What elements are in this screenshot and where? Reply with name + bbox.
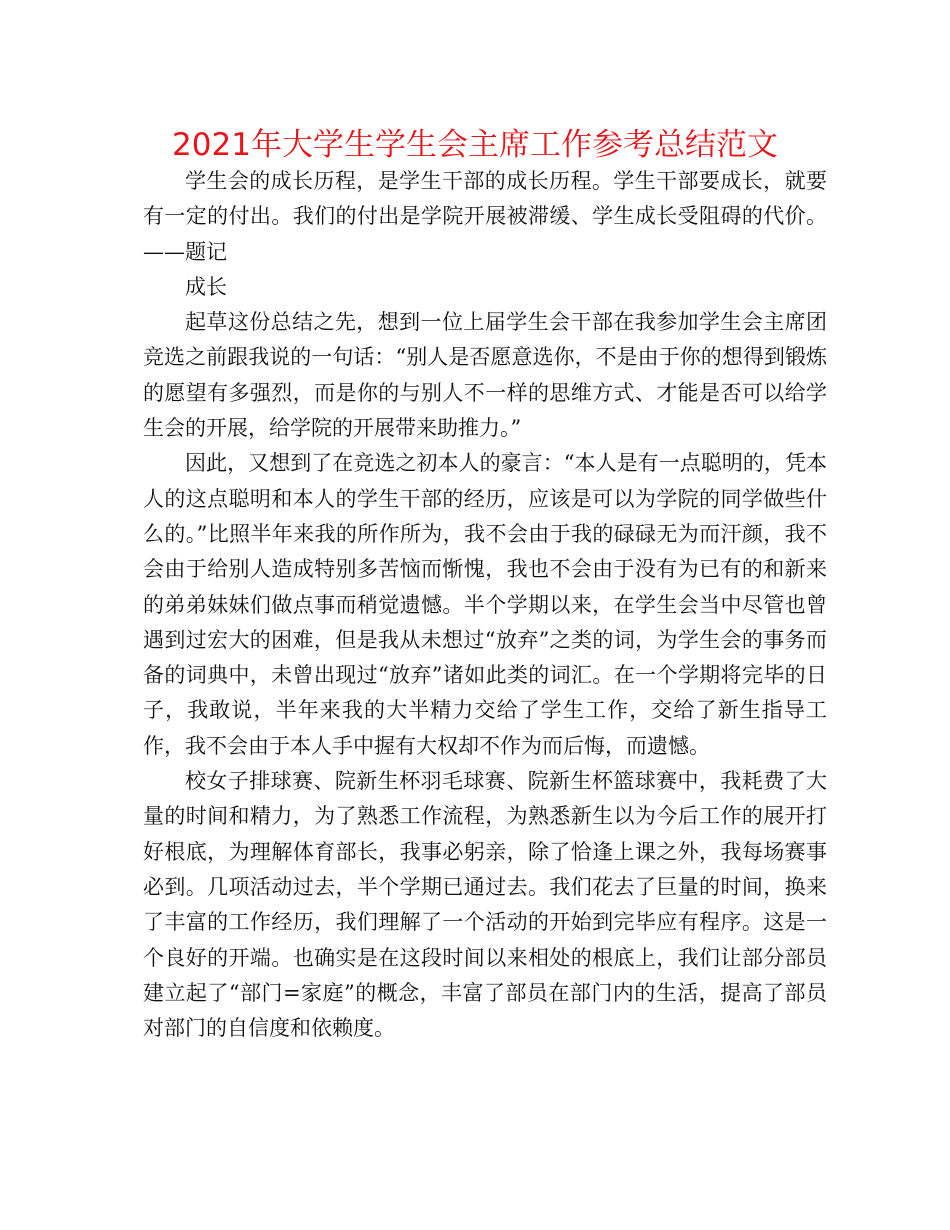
- body-paragraph: 起草这份总结之先，想到一位上届学生会干部在我参加学生会主席团竞选之前跟我说的一句话：“别人是否愿意选你，不是由于你的想得到锻炼的愿望有多强烈，而是你的与别人不一样的思维方式、才能是否可以给学生会的开展，给学院的开展带来助推力。”: [143, 310, 827, 441]
- document-title: 2021年大学生学生会主席工作参考总结范文: [172, 127, 778, 163]
- document-body: [143, 164, 827, 1046]
- body-paragraph: 校女子排球赛、院新生杯羽毛球赛、院新生杯篮球赛中，我耗费了大量的时间和精力，为了熟悉工作流程，为熟悉新生以为今后工作的展开打好根底，为理解体育部长，我事必躬亲，除了恰逢上课之外，我每场赛事必到。几项活动过去，半个学期已通过去。我们花去了巨量的时间，换来了丰富的工作经历，我们理解了一个活动的开始到完毕应有程序。这是一个良好的开端。也确实是在这段时间以来相处的根底上，我们让部分部员建立起了“部门=家庭”的概念，丰富了部员在部门内的生活，提高了部员对部门的自信度和依赖度。: [143, 769, 827, 1041]
- epigraph-paragraph: 学生会的成长历程，是学生干部的成长历程。学生干部要成长，就要有一定的付出。我们的付出是学院开展被滞缓、学生成长受阻碍的代价。 ——题记: [143, 169, 827, 264]
- section-heading-growth: 成长: [185, 274, 227, 299]
- body-paragraph: 因此，又想到了在竞选之初本人的豪言：“本人是有一点聪明的，凭本人的这点聪明和本人的学生干部的经历，应该是可以为学院的同学做些什么的。”比照半年来我的所作所为，我不会由于我的碌碌无为而汗颜，我不会由于给别人造成特别多苦恼而惭愧，我也不会由于没有为已有的和新来的弟弟妹妹们做点事而稍觉遗憾。半个学期以来，在学生会当中尽管也曾遇到过宏大的困难，但是我从未想过“放弃”之类的词，为学生会的事务而备的词典中，未曾出现过“放弃”诸如此类的词汇。在一个学期将完毕的日子，我敢说，半年来我的大半精力交给了学生工作，交给了新生指导工作，我不会由于本人手中握有大权却不作为而后悔，而遗憾。: [143, 451, 827, 758]
